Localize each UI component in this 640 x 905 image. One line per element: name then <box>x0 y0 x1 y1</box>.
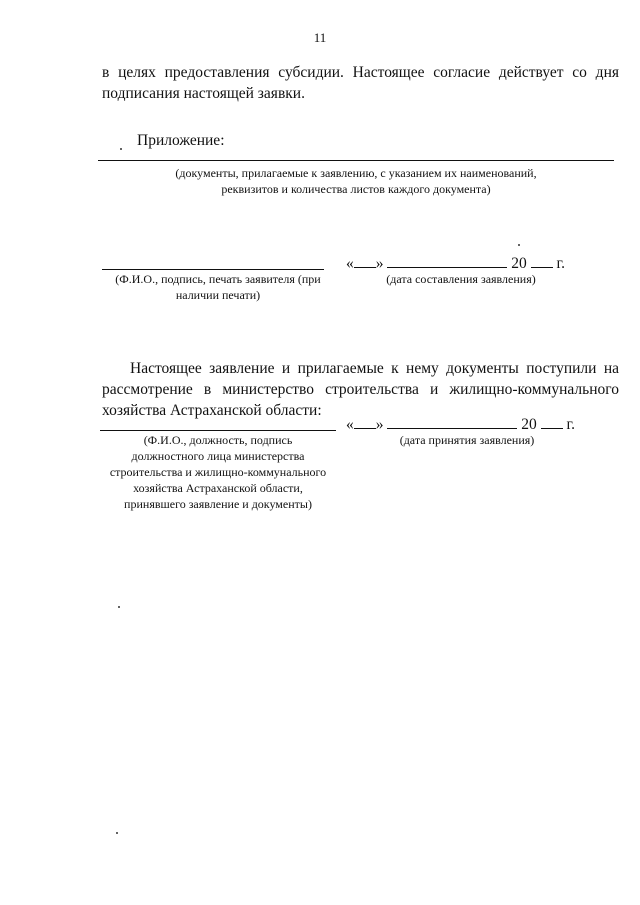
applicant-caption-line: наличии печати) <box>175 288 261 302</box>
applicant-caption <box>100 271 336 303</box>
official-caption <box>96 432 340 512</box>
year-blank <box>531 254 553 268</box>
attachment-caption <box>98 165 614 197</box>
applicant-caption-line: (Ф.И.О., подпись, печать заявителя (при <box>115 272 321 286</box>
scan-speck <box>518 244 520 246</box>
year-suffix: г. <box>566 416 575 433</box>
attachment-label: Приложение: <box>137 132 225 149</box>
scan-speck <box>120 148 122 150</box>
official-caption-line: строительства и жилищно-коммунального <box>109 465 327 479</box>
day-blank <box>354 415 376 429</box>
attachment-signature-line <box>98 160 614 161</box>
year-prefix: 20 <box>511 255 527 272</box>
close-quote: » <box>375 416 384 433</box>
year-suffix: г. <box>556 255 565 272</box>
application-date-caption: (дата составления заявления) <box>386 272 536 286</box>
attachment-caption-line: реквизитов и количества листов каждого документа) <box>221 182 491 196</box>
page-number: 11 <box>313 30 327 45</box>
scan-speck <box>116 832 118 834</box>
open-quote: « <box>346 255 354 272</box>
official-signature-line <box>100 430 336 431</box>
year-blank <box>541 415 563 429</box>
scan-speck <box>118 606 120 608</box>
open-quote: « <box>346 416 354 433</box>
official-caption-line: (Ф.И.О., должность, подпись <box>143 433 293 447</box>
day-blank <box>354 254 376 268</box>
close-quote: » <box>375 255 384 272</box>
consent-paragraph: в целях предоставления субсидии. Настоящее согласие действует со дня подписания настоящей заявки. <box>102 64 619 102</box>
applicant-signature-line <box>102 269 324 270</box>
official-caption-line: хозяйства Астраханской области, <box>133 481 303 495</box>
month-blank <box>387 254 507 268</box>
official-caption-line: принявшего заявление и документы) <box>124 497 312 511</box>
official-caption-line: должностного лица министерства <box>131 449 305 463</box>
attachment-caption-line: (документы, прилагаемые к заявлению, с указанием их наименований, <box>175 166 537 180</box>
receipt-paragraph: Настоящее заявление и прилагаемые к нему документы поступили на рассмотрение в министерство строительства и жилищно-коммунального хозяйства Астраханской области: <box>102 360 619 419</box>
year-prefix: 20 <box>521 416 537 433</box>
acceptance-date-caption: (дата принятия заявления) <box>399 433 535 447</box>
month-blank <box>387 415 517 429</box>
